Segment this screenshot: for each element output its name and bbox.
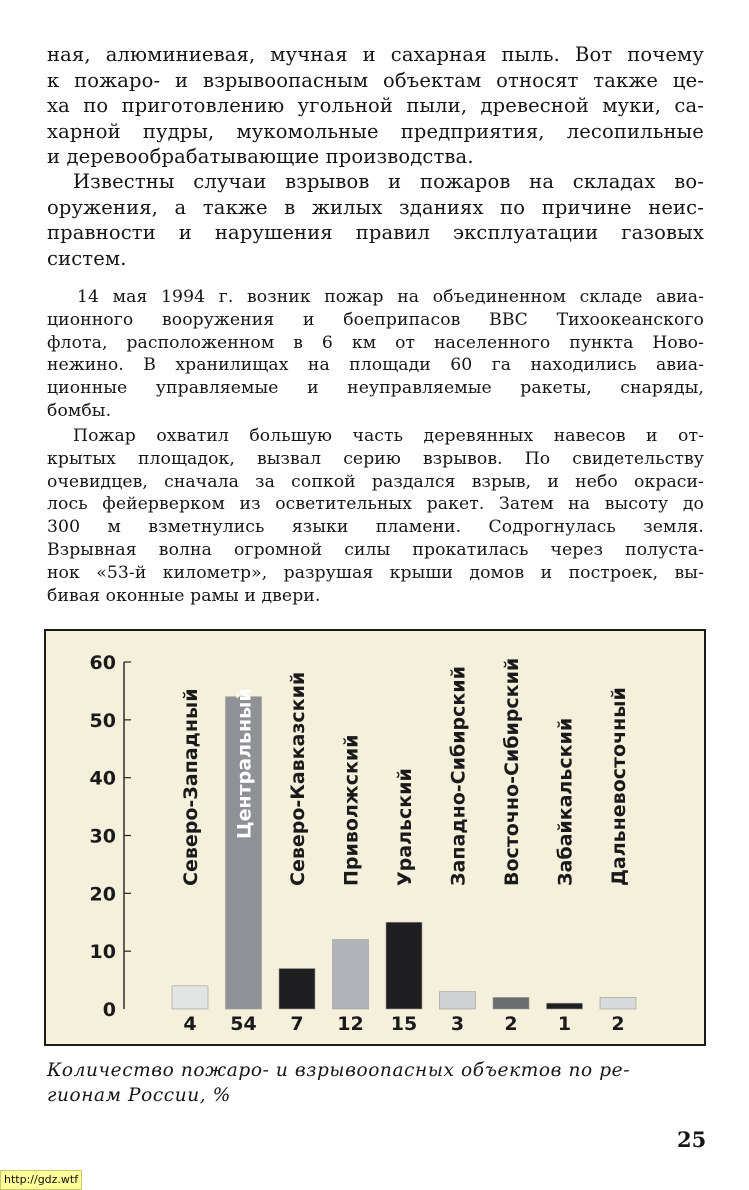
text-line: флота, расположенном в 6 км от населенного пункта Ново-: [47, 332, 704, 353]
bar: [547, 1003, 583, 1009]
category-label: Центральный: [233, 688, 256, 839]
chart-caption: [47, 1058, 697, 1108]
bar-value-label: 1: [557, 1013, 572, 1035]
text-line: 14 мая 1994 г. возник пожар на объединенном складе авиа-: [77, 287, 704, 307]
example-paragraph-1: [47, 286, 704, 423]
text-line: нок «53-й километр», разрушая крыши домов и построек, вы-: [47, 562, 704, 583]
text-line: очевидцев, сначала за сопкой раздался взрыв, и небо окраси-: [47, 471, 704, 492]
text-line: Пожар охватил большую часть деревянных навесов и от-: [73, 426, 704, 446]
bar-value-label: 2: [611, 1013, 625, 1035]
text-line: ная, алюминиевая, мучная и сахарная пыль. Вот почему: [47, 43, 704, 66]
text-line: и деревообрабатывающие производства.: [47, 145, 474, 169]
text-line: правности и нарушения правил эксплуатации газовых: [47, 221, 704, 245]
caption-line: гионам России, %: [47, 1085, 231, 1106]
bar: [279, 969, 315, 1009]
text-line: к пожаро- и взрывоопасным объектам относят также це-: [47, 68, 704, 92]
y-tick-label: 60: [89, 652, 116, 674]
caption-line: Количество пожаро- и взрывоопасных объектов по ре-: [47, 1060, 631, 1081]
bar: [386, 922, 422, 1009]
bar: [493, 997, 529, 1009]
category-label: Западно-Сибирский: [447, 666, 470, 886]
text-line: оружения, а также в жилых зданиях по причине неис-: [47, 195, 704, 219]
bar-value-label: 2: [504, 1013, 518, 1035]
category-label: Восточно-Сибирский: [501, 657, 523, 886]
y-tick-label: 20: [89, 883, 116, 906]
text-line: ха по приготовлению угольной пыли, древесной муки, са-: [47, 94, 704, 118]
watermark-link[interactable]: http://gdz.wtf: [0, 1170, 82, 1190]
bar-value-label: 4: [183, 1013, 197, 1035]
y-tick-label: 40: [89, 767, 116, 790]
text-line: лось фейерверком из осветительных ракет. Затем на высоту до: [47, 494, 704, 515]
bar-value-label: 15: [390, 1013, 418, 1035]
bar: [440, 992, 476, 1009]
text-line: нежино. В хранилищах на площади 60 га находились авиа-: [47, 355, 704, 376]
text-line: Взрывная волна огромной силы прокатилась через полуста-: [47, 539, 704, 560]
text-line: крытых площадок, вызвал серию взрывов. По свидетельству: [47, 448, 704, 469]
category-label: Северо-Кавказский: [287, 671, 309, 886]
y-tick-label: 50: [89, 709, 116, 732]
bar-chart: [44, 629, 706, 1046]
text-line: 300 м взметнулись языки пламени. Содрогнулась земля.: [47, 517, 704, 538]
bar-value-label: 54: [230, 1013, 257, 1035]
bar-value-label: 7: [290, 1013, 304, 1035]
category-label: Приволжский: [340, 734, 363, 886]
y-tick-label: 10: [89, 941, 116, 964]
bar-value-label: 12: [337, 1013, 364, 1035]
text-line: ционного вооружения и боеприпасов ВВС Тихоокеанского: [47, 309, 704, 330]
example-paragraph-2: [47, 425, 704, 607]
page-number: 25: [677, 1127, 707, 1152]
bar: [600, 997, 636, 1009]
bar-chart-svg: [46, 631, 704, 1044]
body-paragraph-2: [47, 169, 704, 271]
y-tick-label: 30: [89, 825, 116, 848]
category-label: Забайкальский: [554, 717, 577, 886]
bar-value-label: 3: [450, 1013, 465, 1035]
text-line: Известны случаи взрывов и пожаров на складах во-: [73, 170, 704, 193]
category-label: Дальневосточный: [608, 687, 630, 886]
text-line: харной пудры, мукомольные предприятия, лесопильные: [47, 119, 704, 143]
body-paragraph-1: [47, 42, 704, 170]
bar: [172, 986, 208, 1009]
bar: [333, 940, 369, 1009]
text-line: бомбы.: [47, 400, 112, 421]
text-line: ционные управляемые и неуправляемые ракеты, снаряды,: [47, 378, 704, 399]
text-line: систем.: [47, 246, 127, 270]
category-label: Уральский: [394, 768, 416, 886]
y-tick-label: 0: [102, 999, 116, 1021]
category-label: Северо-Западный: [180, 688, 202, 886]
text-line: бивая оконные рамы и двери.: [47, 585, 321, 606]
